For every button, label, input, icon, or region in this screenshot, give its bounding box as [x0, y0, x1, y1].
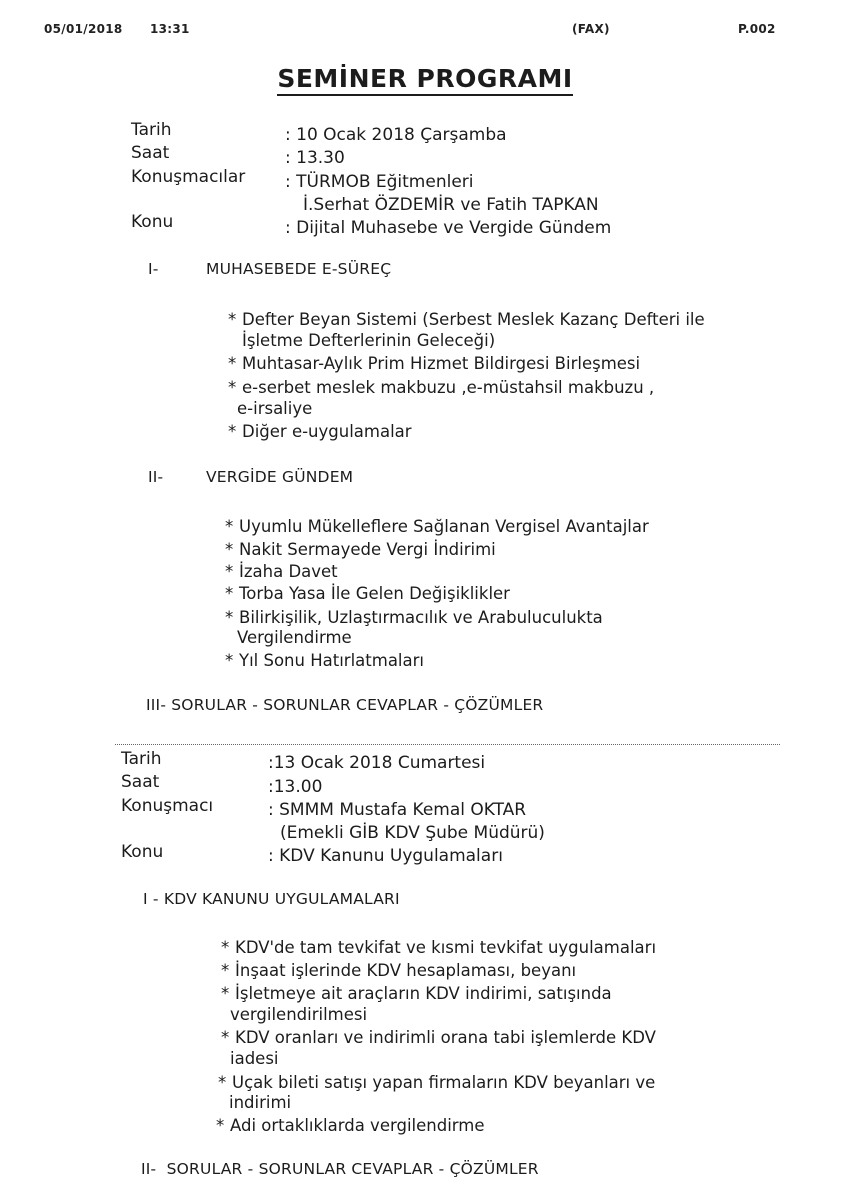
list-item: * KDV oranları ve indirimli orana tabi işlemlerde KDV — [221, 1028, 656, 1047]
seminar-1-speaker-names: İ.Serhat ÖZDEMİR ve Fatih TAPKAN — [303, 195, 599, 215]
seminar-1-time-label: Saat — [131, 143, 170, 163]
list-item: * Muhtasar-Aylık Prim Hizmet Bildirgesi Birleşmesi — [228, 354, 641, 373]
seminar-1-topic-label: Konu — [131, 212, 174, 232]
fax-time: 13:31 — [150, 22, 190, 36]
seminar-1-topic: : Dijital Muhasebe ve Vergide Gündem — [285, 218, 612, 238]
list-item: * Nakit Sermayede Vergi İndirimi — [225, 540, 496, 559]
seminar-1-date: : 10 Ocak 2018 Çarşamba — [285, 125, 507, 145]
fax-mark: (FAX) — [572, 22, 610, 36]
list-item: * Bilirkişilik, Uzlaştırmacılık ve Arabuluculukta — [225, 608, 603, 627]
seminar-1-speakers-label: Konuşmacılar — [131, 167, 246, 187]
seminar-2-speaker-title: (Emekli GİB KDV Şube Müdürü) — [280, 823, 545, 843]
seminar-2-topic-label: Konu — [121, 842, 164, 862]
seminar-2-speaker-label: Konuşmacı — [121, 796, 214, 816]
seminar-2-date-label: Tarih — [121, 749, 162, 769]
list-item-continuation: indirimi — [229, 1093, 292, 1112]
list-item: * Defter Beyan Sistemi (Serbest Meslek Kazanç Defteri ile — [228, 310, 705, 329]
fax-page-number: P.002 — [738, 22, 776, 36]
list-item: * İzaha Davet — [225, 562, 338, 581]
seminar-2-time: :13.00 — [268, 777, 323, 797]
section-heading: I - KDV KANUNU UYGULAMALARI — [143, 890, 400, 908]
list-item-continuation: vergilendirilmesi — [230, 1005, 368, 1024]
seminar-1-time: : 13.30 — [285, 148, 345, 168]
seminar-1-speakers: : TÜRMOB Eğitmenleri — [285, 172, 474, 192]
section-heading: II- VERGİDE GÜNDEM — [148, 468, 354, 486]
list-item-continuation: iadesi — [230, 1049, 279, 1068]
section-heading: III- SORULAR - SORUNLAR CEVAPLAR - ÇÖZÜMLER — [146, 696, 544, 714]
list-item: * Diğer e-uygulamalar — [228, 422, 412, 441]
seminar-2-topic: : KDV Kanunu Uygulamaları — [268, 846, 503, 866]
section-heading: I- MUHASEBEDE E-SÜREÇ — [148, 260, 392, 278]
divider — [115, 744, 780, 745]
list-item: * Uyumlu Mükelleflere Sağlanan Vergisel Avantajlar — [225, 517, 649, 536]
list-item: * Uçak bileti satışı yapan firmaların KDV beyanları ve — [218, 1073, 656, 1092]
list-item: * Adi ortaklıklarda vergilendirme — [216, 1116, 485, 1135]
list-item: * Torba Yasa İle Gelen Değişiklikler — [225, 584, 510, 603]
fax-date: 05/01/2018 — [44, 22, 123, 36]
list-item-continuation: İşletme Defterlerinin Geleceği) — [242, 331, 496, 350]
seminar-2-time-label: Saat — [121, 772, 160, 792]
list-item-continuation: e-irsaliye — [237, 399, 313, 418]
section-heading: II- SORULAR - SORUNLAR CEVAPLAR - ÇÖZÜMLER — [141, 1160, 539, 1178]
list-item: * İşletmeye ait araçların KDV indirimi, satışında — [221, 984, 612, 1003]
list-item-continuation: Vergilendirme — [237, 628, 352, 647]
list-item: * e-serbet meslek makbuzu ,e-müstahsil makbuzu , — [228, 378, 655, 397]
seminar-2-speaker: : SMMM Mustafa Kemal OKTAR — [268, 800, 527, 820]
seminar-2-date: :13 Ocak 2018 Cumartesi — [268, 753, 486, 773]
seminar-1-date-label: Tarih — [131, 120, 172, 140]
list-item: * Yıl Sonu Hatırlatmaları — [225, 651, 424, 670]
list-item: * KDV'de tam tevkifat ve kısmi tevkifat uygulamaları — [221, 938, 657, 957]
list-item: * İnşaat işlerinde KDV hesaplaması, beyanı — [221, 961, 577, 980]
page-title: SEMİNER PROGRAMI — [0, 64, 850, 93]
